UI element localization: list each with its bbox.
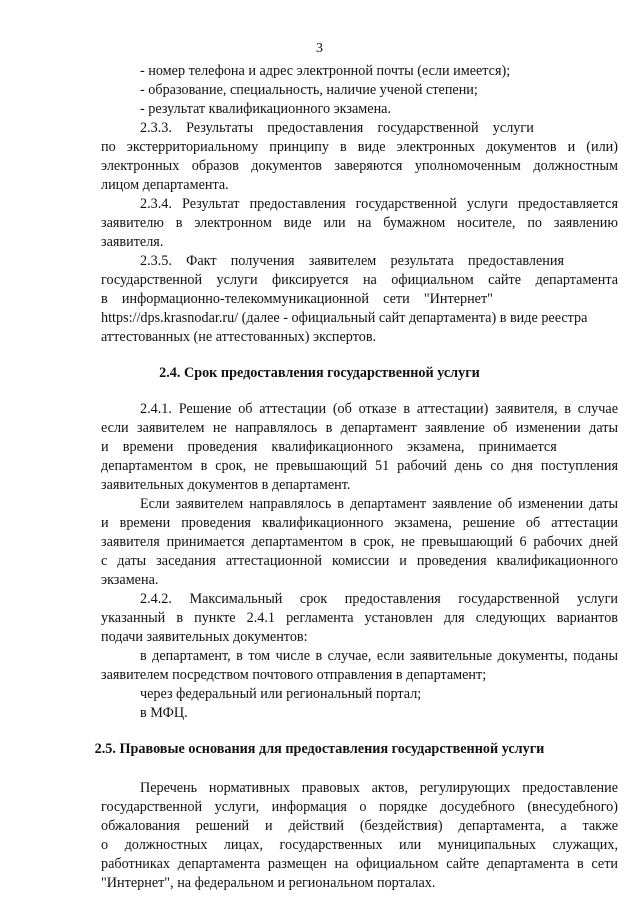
paragraph-line: https://dps.krasnodar.ru/ (далее - официальный сайт департамента) в виде реестра: [101, 310, 588, 326]
paragraph-text: 2.3.5. Факт получения заявителем результата предоставления: [140, 253, 565, 269]
paragraph-text: 2.3.3. Результаты предоставления государственной услуги: [140, 120, 534, 136]
paragraph-text: и времени проведения квалификационного экзамена, принимается: [101, 439, 557, 455]
paragraph-line: с даты заседания аттестационной комиссии и проведения квалификационного: [101, 553, 618, 569]
paragraph-line: департаментом в срок, не превышающий 51 рабочий день со дня поступления: [101, 458, 618, 474]
paragraph-line: подачи заявительных документов:: [101, 629, 308, 645]
paragraph-line: по экстерриториальному принципу в виде электронных документов и (или): [101, 139, 618, 155]
paragraph-line: [140, 120, 618, 137]
section-heading: 2.5. Правовые основания для предоставления государственной услуги: [94, 741, 545, 757]
paragraph-line: в МФЦ.: [140, 705, 188, 721]
paragraph-line: и времени проведения квалификационного экзамена, решение об аттестации: [101, 515, 618, 531]
paragraph-line: заявительных документов в департамент.: [101, 477, 351, 493]
paragraph-line: [101, 291, 493, 308]
list-item: - результат квалификационного экзамена.: [140, 101, 392, 117]
page-number: 3: [316, 41, 323, 56]
paragraph-line: 2.3.4. Результат предоставления государственной услуги предоставляется: [140, 196, 618, 212]
paragraph-line: [140, 253, 564, 270]
paragraph-line: Перечень нормативных правовых актов, регулирующих предоставление: [140, 780, 618, 796]
paragraph-line: [101, 439, 557, 456]
paragraph-line: лицом департамента.: [101, 177, 229, 193]
paragraph-line: через федеральный или региональный портал;: [140, 686, 422, 702]
paragraph-line: 2.4.2. Максимальный срок предоставления государственной услуги: [140, 591, 618, 607]
paragraph-line: 2.4.1. Решение об аттестации (об отказе в аттестации) заявителя, в случае: [140, 401, 618, 417]
paragraph-line: заявителю в электронном виде или на бумажном носителе, по заявлению: [101, 215, 618, 231]
paragraph-line: заявителя принимается департаментом в срок, не превышающий 6 рабочих дней: [101, 534, 618, 550]
paragraph-line: аттестованных (не аттестованных) экспертов.: [101, 329, 377, 345]
paragraph-line: "Интернет", на федеральном и региональном порталах.: [101, 875, 436, 891]
paragraph-line: если заявителем не направлялось в департамент заявление об изменении даты: [101, 420, 618, 436]
section-heading: 2.4. Срок предоставления государственной услуги: [159, 365, 480, 381]
paragraph-line: в департамент, в том числе в случае, если заявительные документы, поданы: [140, 648, 618, 664]
paragraph-line: государственной услуги, информация о порядке досудебного (внесудебного): [101, 799, 618, 815]
paragraph-line: государственной услуги фиксируется на официальном сайте департамента: [101, 272, 618, 288]
paragraph-line: указанный в пункте 2.4.1 регламента установлен для следующих вариантов: [101, 610, 618, 626]
paragraph-line: обжалования решений и действий (бездействия) департамента, а также: [101, 818, 618, 834]
paragraph-line: экзамена.: [101, 572, 159, 588]
paragraph-text: в информационно-телекоммуникационной сети "Интернет": [101, 291, 493, 307]
paragraph-line: электронных образов документов заверяются уполномоченным должностным: [101, 158, 618, 174]
paragraph-line: заявителем посредством почтового отправления в департамент;: [101, 667, 487, 683]
paragraph-line: заявителя.: [101, 234, 164, 250]
paragraph-line: о должностных лицах, государственных или муниципальных служащих,: [101, 837, 618, 853]
list-item: - образование, специальность, наличие ученой степени;: [140, 82, 478, 98]
list-item: - номер телефона и адрес электронной почты (если имеется);: [140, 63, 511, 79]
paragraph-line: работниках департамента размещен на официальном сайте департамента в сети: [101, 856, 618, 872]
paragraph-line: Если заявителем направлялось в департамент заявление об изменении даты: [140, 496, 618, 512]
